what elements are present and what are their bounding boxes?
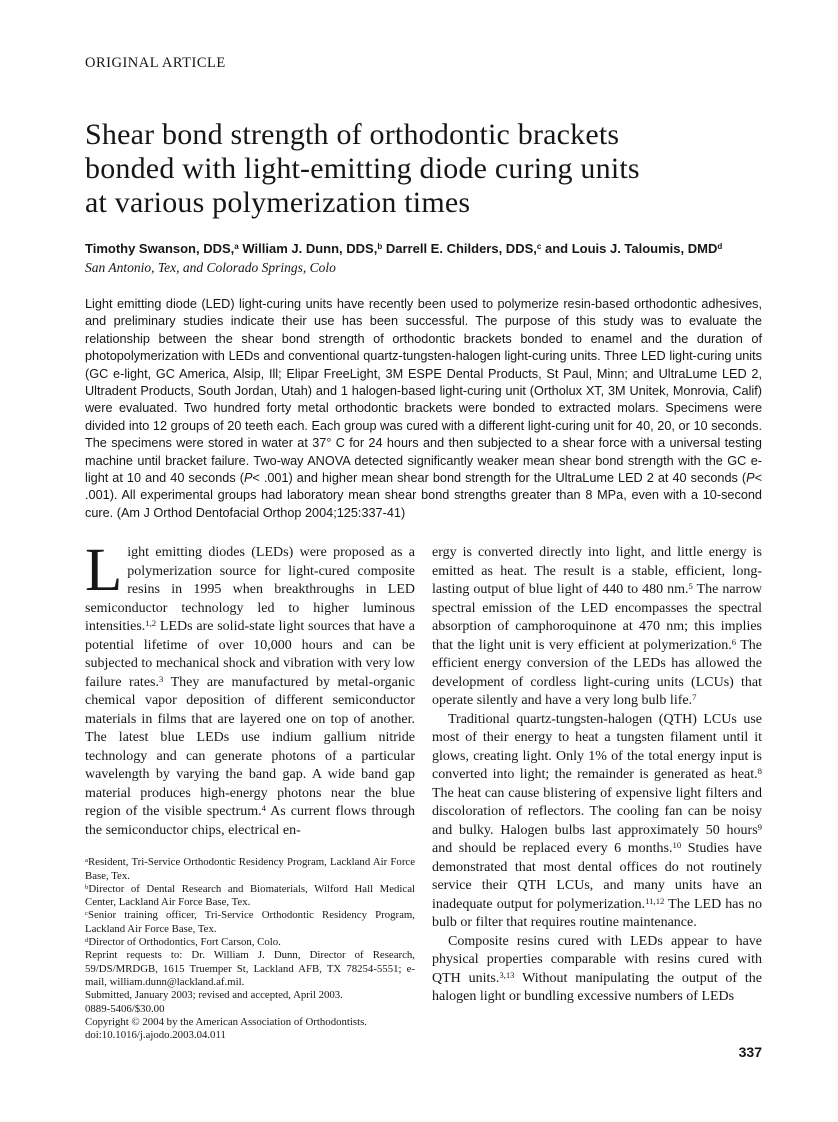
article-title-line: bonded with light-emitting diode curing units: [85, 152, 640, 185]
footnote-item: Reprint requests to: Dr. William J. Dunn, Director of Research, 59/DS/MRDGB, 1615 Truemper St, Lackland AFB, TX 78254-5551; e-mail, william.dunn@lackland.af.mil.: [85, 949, 415, 988]
footnote-item: 0889-5406/$30.00: [85, 1002, 165, 1015]
footnote-item: doi:10.1016/j.ajodo.2003.04.011: [85, 1029, 226, 1042]
body-paragraph-1: [85, 537, 415, 840]
footnote-item: $^b$Director of Dental Research and Biomaterials, Wilford Hall Medical Center, Lackland Air Force Base, Tex.: [85, 882, 415, 909]
article-type-label: ORIGINAL ARTICLE: [85, 55, 226, 71]
affiliation-line: San Antonio, Tex, and Colorado Springs, Colo: [85, 260, 336, 275]
authors-line: Timothy Swanson, DDS,$^a$ William J. Dunn, DDS,$^b$ Darrell E. Childers, DDS,$^c$ and Louis J. Taloumis, DMD$^d$: [85, 241, 723, 256]
drop-cap: L: [85, 537, 123, 605]
footnotes-section: [85, 856, 415, 1042]
body-columns: [85, 537, 763, 1042]
footnote-item: $^d$Director of Orthodontics, Fort Carson, Colo.: [85, 936, 281, 949]
footnote-item: Submitted, January 2003; revised and accepted, April 2003.: [85, 989, 343, 1002]
abstract-text: Light emitting diode (LED) light-curing units have recently been used to polymerize resin-based orthodontic adhesives, and preliminary studies indicate their use has been successful. The purpose of this study was to evaluate the relationship between the shear bond strength of orthodontic brackets bonded to enamel and the duration of photopolymerization with LEDs and conventional quartz-tungsten-halogen light-curing units. Three LED light-curing units (GC e-light, GC America, Alsip, Ill; Elipar FreeLight, 3M ESPE Dental Products, St Paul, Minn; and UltraLume LED 2, Ultradent Products, South Jordan, Utah) and 1 halogen-based light-curing unit (Ortholux XT, 3M Unitek, Monrovia, Calif) were evaluated. Two hundred forty metal orthodontic brackets were bonded to extracted molars. Specimens were divided into 12 groups of 20 teeth each. Each group was cured with a different light-curing unit for 40, 20, or 10 seconds. The specimens were stored in water at 37° C for 24 hours and then subjected to a shear force with a universal testing machine until bracket failure. Two-way ANOVA detected significantly weaker mean shear bond strength with the GC e-light at 10 and 40 seconds (P< .001) and higher mean shear bond strength for the UltraLume LED 2 at 40 seconds (P< .001). All experimental groups had laboratory mean shear bond strengths greater than 8 MPa, even with a 10-second cure. (Am J Orthod Dentofacial Orthop 2004;125:337-41): [85, 297, 762, 520]
page-number: 337: [738, 1044, 762, 1060]
body-column-right: [432, 544, 762, 1042]
footnote-item: Copyright © 2004 by the American Association of Orthodontists.: [85, 1015, 367, 1028]
body-column-left: [85, 537, 415, 1042]
body-paragraph-2: Traditional quartz-tungsten-halogen (QTH) LCUs use most of their energy to heat a tungsten filament until it glows, creating light. Only 1% of the total energy input is converted into light; the remainder is generated as heat.$^8$ The heat can cause blistering of expensive light filters and discoloration of reflectors. The cooling fan can be noisy and bulky. Halogen bulbs last approximately 50 hours$^9$ and should be replaced every 6 months.$^{10}$ Studies have demonstrated that most dental offices do not routinely service their QTH LCUs, and many units have an inadequate output for polymerization.$^{11,12}$ The LED has no bulb or filter that requires routine maintenance.: [432, 711, 762, 931]
article-title: [85, 118, 762, 220]
body-paragraph-1-text: ight emitting diodes (LEDs) were proposed as a polymerization source for light-cured composite resins in 1995 when breakthroughs in LED semiconductor technology led to higher luminous intensities.$^{1,2}$ LEDs are solid-state light sources that have a potential lifetime of over 10,000 hours and can be subjected to mechanical shock and vibration with very low failure rates.$^3$ They are manufactured by metal-organic chemical vapor deposition of different semiconductor materials in films that are layered one on top of another. The latest blue LEDs use indium gallium nitride technology and can generate photons of a particular wavelength by varying the band gap. A wide band gap material produces high-energy photons near the blue region of the visible spectrum.$^4$ As current flows through the semiconductor chips, electrical en-: [85, 545, 415, 838]
body-paragraph-1-continued: ergy is converted directly into light, and little energy is emitted as heat. The result is a stable, efficient, long-lasting output of blue light of 440 to 480 nm.$^5$ The narrow spectral emission of the LED encompasses the spectral absorption of camphoroquinone at 470 nm; this implies that the light unit is very efficient at polymerization.$^6$ The efficient energy conversion of the LEDs has allowed the development of cordless light-curing units (LCUs) that operate silently and have a very long bulb life.$^7$: [432, 545, 762, 709]
body-paragraph-3: Composite resins cured with LEDs appear to have physical properties comparable with resins cured with QTH units.$^{3,13}$ Without manipulating the output of the halogen light or bundling excessive numbers of LEDs: [432, 933, 763, 1005]
footnote-item: $^c$Senior training officer, Tri-Service Orthodontic Residency Program, Lackland Air Force Base, Tex.: [85, 909, 415, 935]
article-title-line: at various polymerization times: [85, 186, 471, 219]
article-title-line: Shear bond strength of orthodontic brackets: [85, 118, 620, 151]
footnote-item: $^a$Resident, Tri-Service Orthodontic Residency Program, Lackland Air Force Base, Tex.: [85, 856, 415, 882]
